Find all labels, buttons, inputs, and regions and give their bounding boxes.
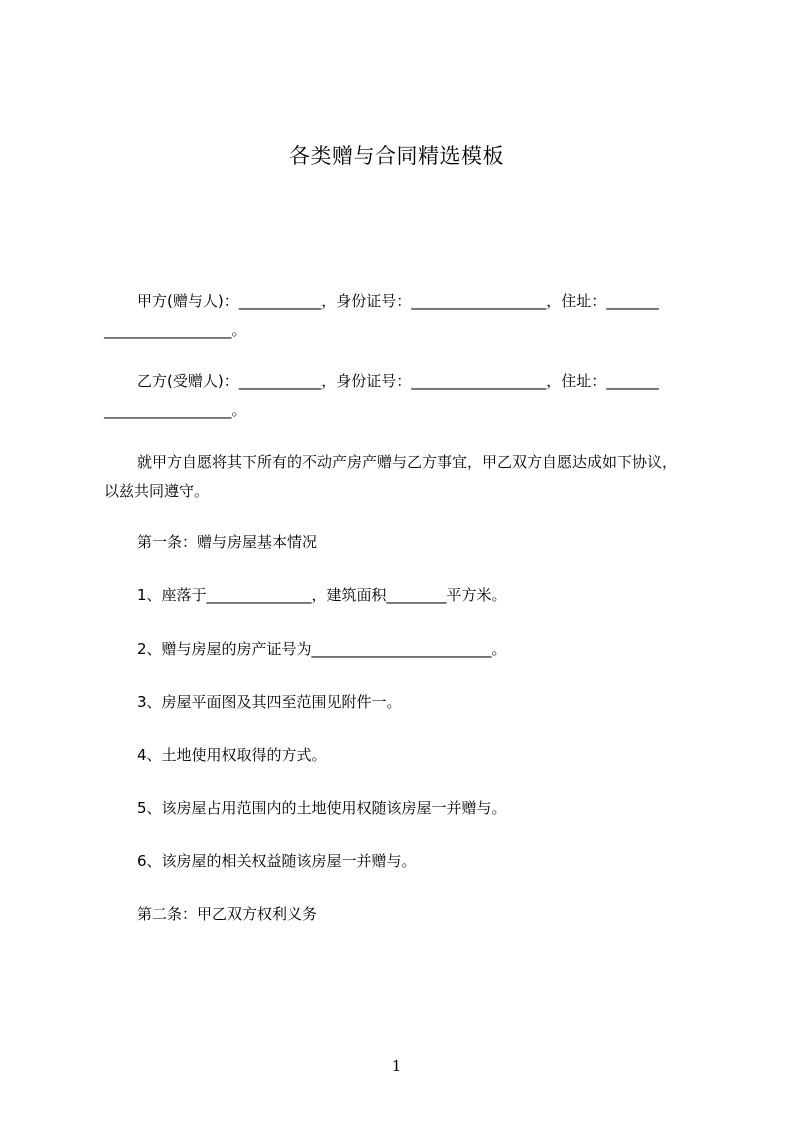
intro-line-1: 就甲方自愿将其下所有的不动产房产赠与乙方事宜，甲乙双方自愿达成如下协议，	[137, 453, 678, 471]
intro-line-2: 以兹共同遵守。	[104, 482, 210, 500]
article-1-item-4: 4、土地使用权取得的方式。	[137, 746, 327, 764]
article-1-item-5: 5、该房屋占用范围内的土地使用权随该房屋一并赠与。	[137, 799, 507, 817]
party-a-line-1: 甲方(赠与人)：___________，身份证号：__________________，住址：_______	[137, 292, 659, 310]
party-b-line-2: _________________。	[104, 401, 247, 419]
party-a-line-2: _________________。	[104, 321, 247, 339]
document-title: 各类赠与合同精选模板	[289, 144, 504, 168]
article-1-item-3: 3、房屋平面图及其四至范围见附件一。	[137, 693, 402, 711]
article-1-item-1: 1、座落于______________，建筑面积________平方米。	[137, 586, 507, 604]
page-number: 1	[391, 1057, 402, 1075]
article-1-heading: 第一条：赠与房屋基本情况	[137, 533, 318, 551]
article-1-item-6: 6、该房屋的相关权益随该房屋一并赠与。	[137, 852, 417, 870]
article-1-item-2: 2、赠与房屋的房产证号为________________________。	[137, 640, 507, 658]
party-b-line-1: 乙方(受赠人)：___________，身份证号：__________________，住址：_______	[137, 372, 659, 390]
article-2-heading: 第二条：甲乙双方权利义务	[137, 905, 318, 923]
